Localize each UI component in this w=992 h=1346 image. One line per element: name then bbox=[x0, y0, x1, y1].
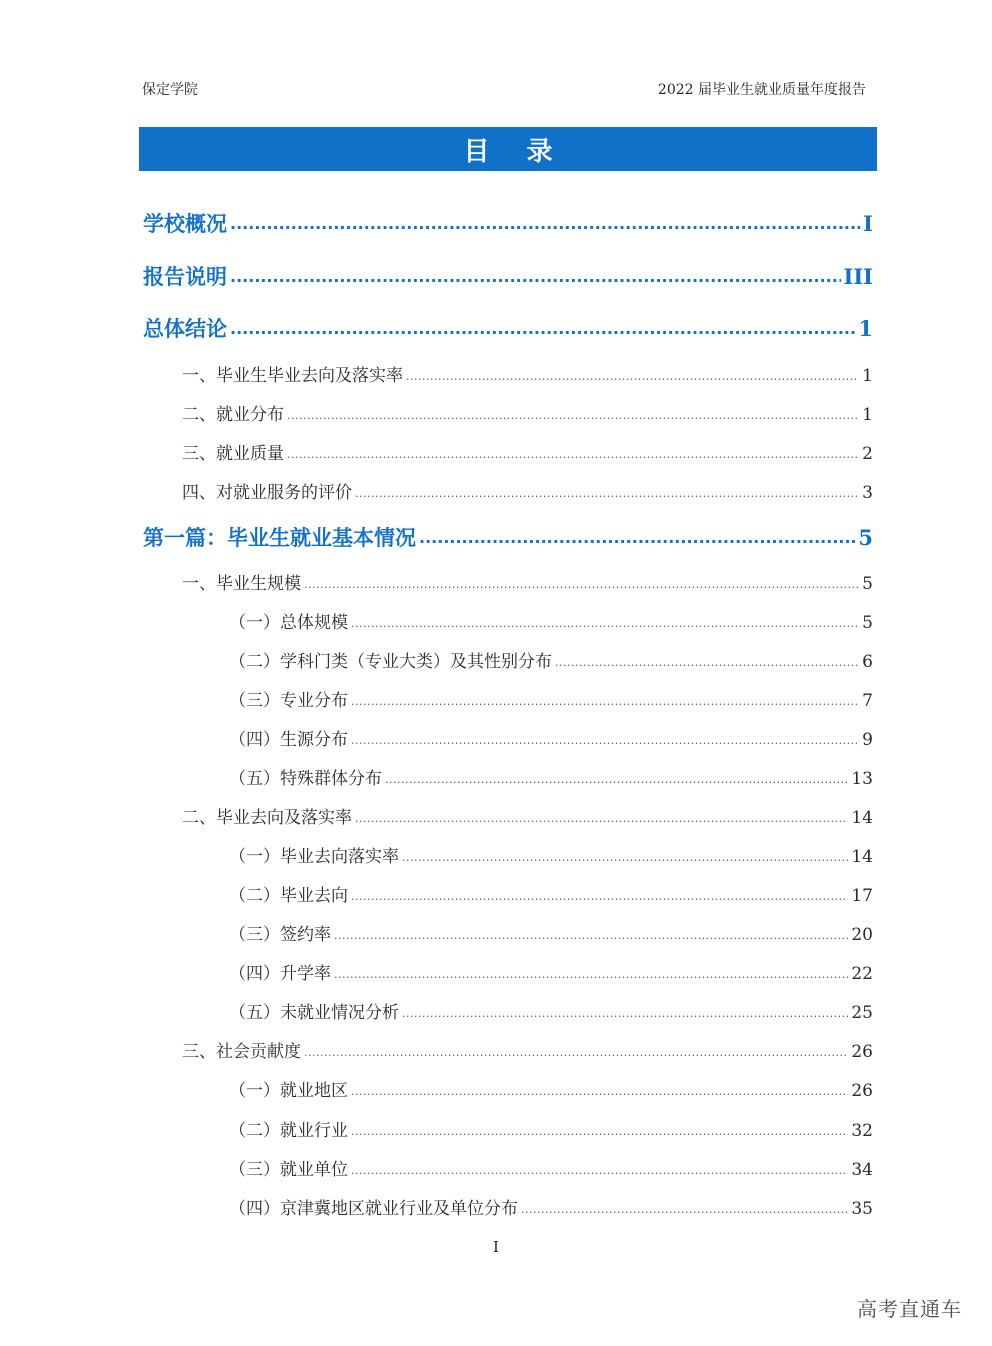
toc-entry-label: （四）京津冀地区就业行业及单位分布 bbox=[229, 1199, 518, 1219]
toc-entry[interactable] bbox=[229, 959, 873, 983]
toc-entry-label: （三）专业分布 bbox=[229, 691, 348, 711]
toc-dot-leader bbox=[287, 403, 859, 420]
toc-entry-label: 报告说明 bbox=[143, 265, 227, 289]
header-school-name: 保定学院 bbox=[142, 82, 198, 98]
toc-entry-label: （一）毕业去向落实率 bbox=[229, 847, 399, 867]
toc-entry[interactable] bbox=[229, 686, 873, 710]
toc-entry-page: 9 bbox=[862, 730, 873, 750]
toc-entry-page: 25 bbox=[851, 1003, 873, 1023]
toc-entry-page: 17 bbox=[851, 886, 873, 906]
toc-dot-leader bbox=[419, 524, 855, 545]
page-number: I bbox=[493, 1238, 499, 1256]
toc-entry[interactable] bbox=[182, 803, 873, 827]
toc-entry-label: 学校概况 bbox=[143, 212, 227, 236]
toc-entry[interactable] bbox=[229, 1155, 873, 1179]
toc-entry[interactable] bbox=[229, 842, 873, 866]
toc-dot-leader bbox=[521, 1197, 848, 1214]
toc-entry-page: 20 bbox=[851, 925, 873, 945]
toc-dot-leader bbox=[351, 1158, 848, 1175]
toc-dot-leader bbox=[351, 728, 859, 745]
toc-entry[interactable] bbox=[182, 569, 873, 593]
toc-entry-label: 总体结论 bbox=[143, 317, 227, 341]
toc-dot-leader bbox=[334, 962, 848, 979]
toc-entry-page: I bbox=[863, 211, 873, 236]
toc-entry-label: （一）总体规模 bbox=[229, 613, 348, 633]
toc-entry-page: 1 bbox=[862, 405, 873, 425]
toc-entry[interactable] bbox=[229, 881, 873, 905]
toc-dot-leader bbox=[304, 572, 859, 589]
toc-entry[interactable] bbox=[182, 478, 873, 502]
toc-dot-leader bbox=[355, 806, 848, 823]
toc-entry-label: 一、毕业生规模 bbox=[182, 574, 301, 594]
toc-entry-page: 13 bbox=[851, 769, 873, 789]
toc-entry[interactable] bbox=[229, 1116, 873, 1140]
toc-entry-page: 5 bbox=[858, 525, 873, 550]
toc-entry-label: （三）就业单位 bbox=[229, 1160, 348, 1180]
toc-entry-page: 5 bbox=[862, 613, 873, 633]
toc-entry-page: 14 bbox=[851, 808, 873, 828]
watermark-text: 高考直通车 bbox=[857, 1297, 962, 1321]
toc-dot-leader bbox=[351, 884, 848, 901]
toc-entry[interactable] bbox=[229, 1194, 873, 1218]
toc-entry[interactable] bbox=[229, 998, 873, 1022]
toc-entry[interactable] bbox=[143, 313, 873, 343]
toc-entry-label: （一）就业地区 bbox=[229, 1081, 348, 1101]
toc-entry[interactable] bbox=[229, 1076, 873, 1100]
toc-title: 目 录 bbox=[463, 136, 567, 167]
toc-entry-page: 5 bbox=[862, 574, 873, 594]
toc-entry[interactable] bbox=[143, 261, 873, 291]
toc-dot-leader bbox=[351, 1119, 848, 1136]
header-report-title: 2022 届毕业生就业质量年度报告 bbox=[657, 82, 866, 98]
toc-dot-leader bbox=[402, 1001, 848, 1018]
toc-dot-leader bbox=[230, 263, 841, 284]
toc-entry[interactable] bbox=[229, 920, 873, 944]
toc-entry[interactable] bbox=[182, 400, 873, 424]
toc-dot-leader bbox=[385, 767, 848, 784]
toc-entry-page: 32 bbox=[851, 1121, 873, 1141]
toc-entry[interactable] bbox=[182, 361, 873, 385]
toc-entry-page: 26 bbox=[851, 1081, 873, 1101]
toc-entry-page: 6 bbox=[862, 652, 873, 672]
toc-entry-page: 34 bbox=[851, 1160, 873, 1180]
toc-entry-label: 四、对就业服务的评价 bbox=[182, 483, 352, 503]
toc-entry-label: （四）升学率 bbox=[229, 964, 331, 984]
toc-entry-label: （二）学科门类（专业大类）及其性别分布 bbox=[229, 652, 552, 672]
toc-entry-label: （二）就业行业 bbox=[229, 1121, 348, 1141]
toc-entry-label: （二）毕业去向 bbox=[229, 886, 348, 906]
toc-entry-label: （三）签约率 bbox=[229, 925, 331, 945]
toc-dot-leader bbox=[334, 923, 848, 940]
toc-entry-label: 二、毕业去向及落实率 bbox=[182, 808, 352, 828]
toc-dot-leader bbox=[355, 481, 859, 498]
toc-entry-label: （五）特殊群体分布 bbox=[229, 769, 382, 789]
toc-entry-label: （四）生源分布 bbox=[229, 730, 348, 750]
toc-entry[interactable] bbox=[143, 522, 873, 552]
toc-dot-leader bbox=[304, 1040, 848, 1057]
toc-entry[interactable] bbox=[143, 208, 873, 238]
toc-entry[interactable] bbox=[182, 439, 873, 463]
toc-dot-leader bbox=[406, 364, 859, 381]
toc-entry-page: 26 bbox=[851, 1042, 873, 1062]
toc-entry[interactable] bbox=[229, 764, 873, 788]
toc-entry-label: 三、社会贡献度 bbox=[182, 1042, 301, 1062]
toc-dot-leader bbox=[351, 689, 859, 706]
toc-entry[interactable] bbox=[229, 647, 873, 671]
toc-dot-leader bbox=[230, 315, 855, 336]
toc-dot-leader bbox=[230, 210, 860, 231]
toc-entry[interactable] bbox=[182, 1037, 873, 1061]
toc-entry-label: （五）未就业情况分析 bbox=[229, 1003, 399, 1023]
toc-entry-page: 3 bbox=[862, 483, 873, 503]
toc-entry-label: 三、就业质量 bbox=[182, 444, 284, 464]
toc-entry-label: 一、毕业生毕业去向及落实率 bbox=[182, 366, 403, 386]
toc-entry-label: 二、就业分布 bbox=[182, 405, 284, 425]
toc-entry[interactable] bbox=[229, 725, 873, 749]
toc-entry-page: 1 bbox=[862, 366, 873, 386]
toc-dot-leader bbox=[351, 611, 859, 628]
toc-entry-page: III bbox=[843, 264, 873, 289]
toc-entry-page: 14 bbox=[851, 847, 873, 867]
toc-entry-page: 7 bbox=[862, 691, 873, 711]
toc-dot-leader bbox=[402, 845, 848, 862]
toc-title-banner bbox=[139, 127, 877, 171]
toc-dot-leader bbox=[351, 1079, 848, 1096]
toc-entry-page: 2 bbox=[862, 444, 873, 464]
toc-entry-page: 22 bbox=[851, 964, 873, 984]
toc-entry[interactable] bbox=[229, 608, 873, 632]
toc-dot-leader bbox=[287, 442, 859, 459]
toc-dot-leader bbox=[555, 650, 859, 667]
toc-entry-page: 1 bbox=[858, 316, 873, 341]
toc-entry-label: 第一篇：毕业生就业基本情况 bbox=[143, 526, 416, 550]
toc-entry-page: 35 bbox=[851, 1199, 873, 1219]
